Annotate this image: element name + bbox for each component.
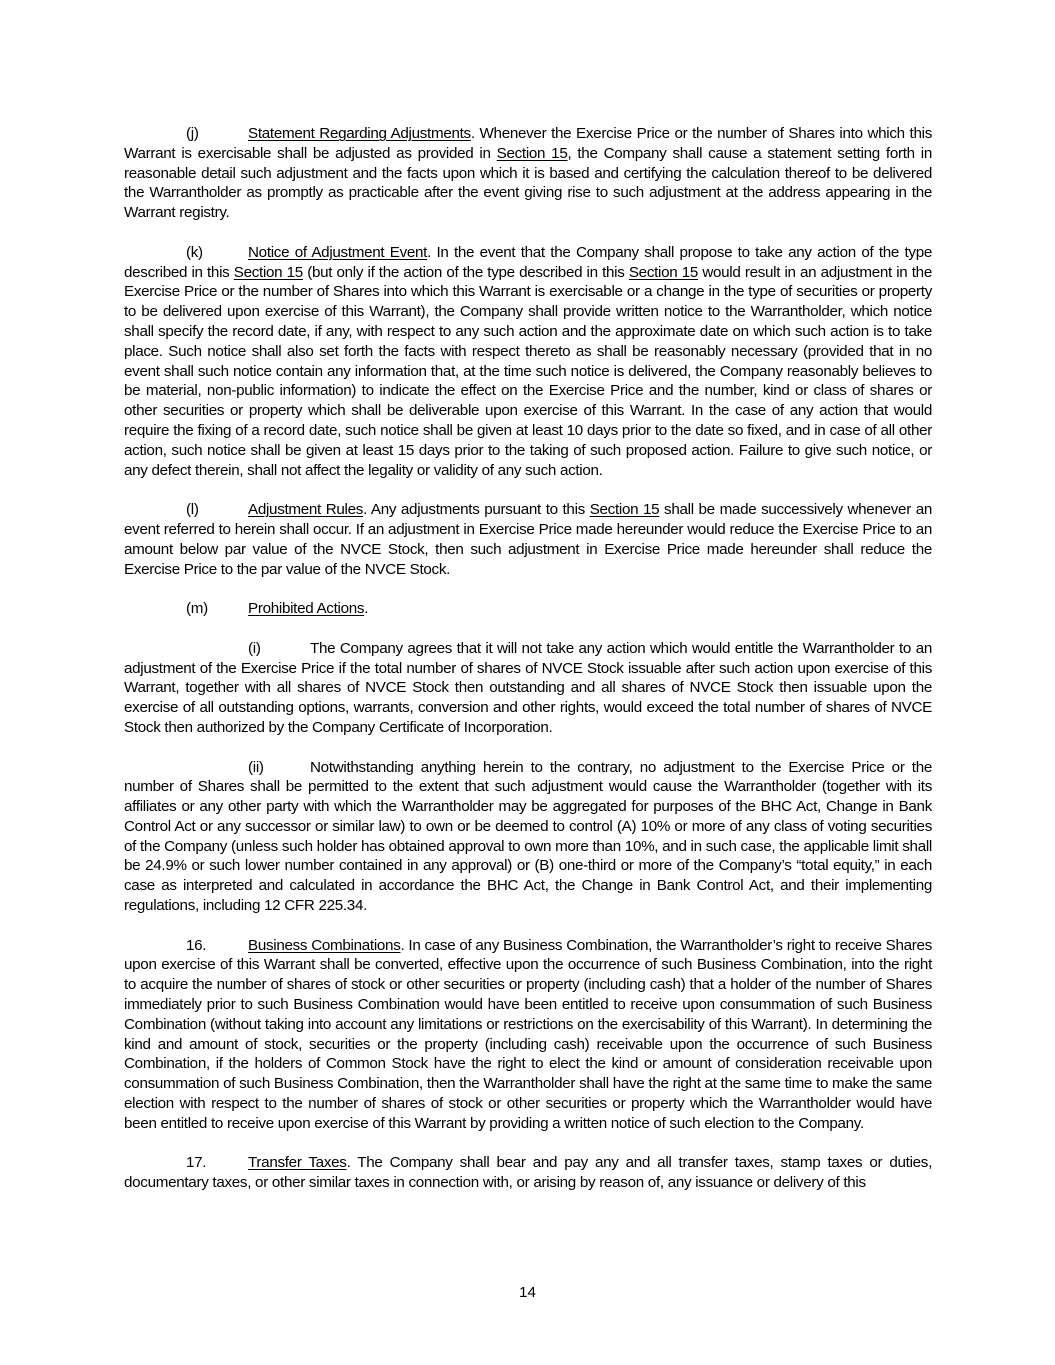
section-16 <box>124 936 932 1134</box>
section-number: 17. <box>186 1154 207 1172</box>
paragraph-text: . Whenever the Exercise Price or the number of Shares into which this Warrant is exercisable shall be adjusted as provided in <box>124 125 932 162</box>
paragraph-heading: Prohibited Actions <box>248 600 365 618</box>
paragraph-text: . Any adjustments pursuant to this <box>363 501 590 519</box>
paragraph-number: (k) <box>186 243 203 261</box>
paragraph-heading: Notice of Adjustment Event <box>248 243 428 261</box>
section-reference: Section 15 <box>233 263 303 281</box>
paragraph-text: The Company agrees that it will not take any action which would entitle the Warrantholder to an adjustment of the Exercise Price if the total number of shares of NVCE Stock issuable after such action upon exercise of this Warrant, together with all shares of NVCE Stock then outstanding and all shares of NVCE Stock then issuable upon the exercise of all outstanding options, warrants, conversion and other rights, would exceed the total number of shares of NVCE Stock then authorized by the Company Certificate of Incorporation. <box>124 639 932 736</box>
paragraph-number: (m) <box>186 600 208 618</box>
section-heading: Transfer Taxes <box>248 1154 347 1172</box>
subparagraph-number: (ii) <box>248 758 264 776</box>
paragraph-l <box>124 500 932 579</box>
paragraph-heading: Adjustment Rules <box>248 501 364 519</box>
section-reference: Section 15 <box>496 144 568 162</box>
paragraph-text: would result in an adjustment in the Exercise Price or the number of Shares into which this Warrant is exercisable or a change in the type of securities or property to be delivered upon exercise of this Warrant), the Company shall provide written notice to the Warrantholder, which notice shall specify the record date, if any, with respect to any such action and the approximate date on which such action is to take place. Such notice shall also set forth the facts with respect thereto as shall be reasonably necessary (provided that in no event shall such notice contain any information that, at the time such notice is delivered, the Company reasonably believes to be material, non-public information) to indicate the effect on the Exercise Price and the number, kind or class of shares or other securities or property which shall be deliverable upon exercise of this Warrant. In the case of any action that would require the fixing of a record date, such notice shall be given at least 10 days prior to the date so fixed, and in case of all other action, such notice shall be given at least 15 days prior to the taking of such proposed action. Failure to give such notice, or any defect therein, shall not affect the legality or validity of any such action. <box>124 263 932 479</box>
paragraph-text: , the Company shall cause a statement setting forth in reasonable detail such adjustment and the facts upon which it is based and certifying the calculation thereof to be delivered the Warrantholder as promptly as practicable after the event giving rise to such adjustment at the address appearing in the Warrant registry. <box>124 144 933 222</box>
page-number: 14 <box>519 1284 536 1301</box>
paragraph-heading: Statement Regarding Adjustments <box>248 125 471 142</box>
paragraph-m <box>124 599 932 619</box>
section-17 <box>124 1153 932 1193</box>
section-reference: Section 15 <box>589 501 660 519</box>
paragraph-text: Notwithstanding anything herein to the contrary, no adjustment to the Exercise Price or the number of Shares shall be permitted to the extent that such adjustment would cause the Warrantholder (together with its affiliates or any other party with which the Warrantholder may be aggregated for purposes of the BHC Act, Change in Bank Control Act or any successor or similar law) to own or be deemed to control (A) 10% or more of any class of voting securities of the Company (unless such holder has obtained approval to own more than 10%, and in such case, the applicable limit shall be 24.9% or such lower number contained in any approval) or (B) one-third or more of the Company’s “total equity,” in each case as interpreted and calculated in accordance the BHC Act, the Change in Bank Control Act, and their implementing regulations, including 12 CFR 225.34. <box>124 758 932 915</box>
section-reference: Section 15 <box>628 263 699 281</box>
paragraph-k <box>124 243 932 481</box>
paragraph-m-ii <box>124 758 932 916</box>
paragraph-text: shall be made successively whenever an event referred to herein shall occur. If an adjustment in Exercise Price made hereunder would reduce the Exercise Price to an amount below par value of the NVCE Stock, then such adjustment in Exercise Price made hereunder shall reduce the Exercise Price to the par value of the NVCE Stock. <box>124 501 932 578</box>
paragraph-text: . <box>364 600 369 618</box>
paragraph-text: . In case of any Business Combination, the Warrantholder’s right to receive Shares upon exercise of this Warrant shall be converted, effective upon the occurrence of such Business Combination, into the right to acquire the number of shares of stock or other securities or property (including cash) that a holder of the number of Shares immediately prior to such Business Combination would have been entitled to receive upon consummation of such Business Combination (without taking into account any limitations or restrictions on the exercisability of this Warrant). In determining the kind and amount of stock, securities or the property (including cash) receivable upon the occurrence of such Business Combination, if the holders of Common Stock have the right to elect the kind or amount of consideration receivable upon consummation of such Business Combination, then the Warrantholder shall have the right at the same time to make the same election with respect to the number of shares of stock or other securities or property which the Warrantholder would have been entitled to receive upon exercise of this Warrant by providing a written notice of such election to the Company. <box>124 936 932 1132</box>
document-page <box>124 124 932 1193</box>
section-heading: Business Combinations <box>248 936 401 954</box>
paragraph-number: (l) <box>186 501 199 519</box>
paragraph-j <box>124 124 932 223</box>
paragraph-text: . In the event that the Company shall propose to take any action of the type described in this <box>124 243 932 281</box>
paragraph-text: (but only if the action of the type described in this <box>302 263 629 281</box>
paragraph-number: (j) <box>186 125 199 142</box>
subparagraph-number: (i) <box>248 639 261 657</box>
paragraph-m-i <box>124 639 932 738</box>
section-number: 16. <box>186 936 207 954</box>
paragraph-text: . The Company shall bear and pay any and all transfer taxes, stamp taxes or duties, documentary taxes, or other similar taxes in connection with, or arising by reason of, any issuance or delivery of this <box>124 1154 933 1192</box>
